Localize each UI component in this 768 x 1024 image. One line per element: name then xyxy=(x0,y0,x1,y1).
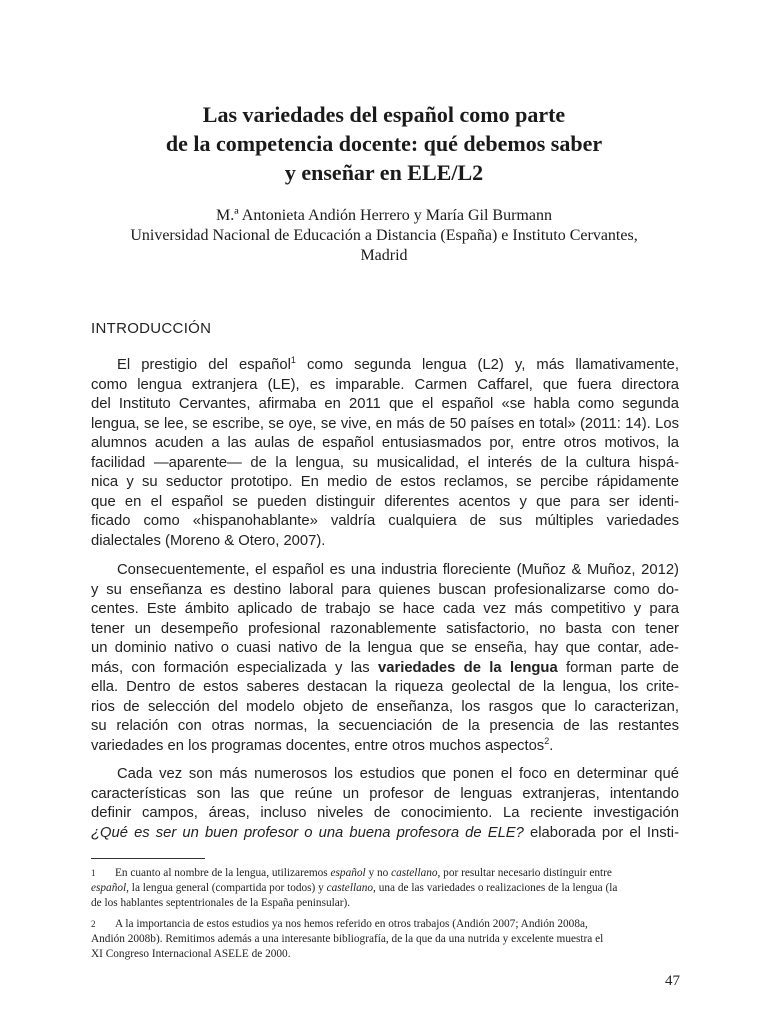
paragraph-1 xyxy=(91,356,679,551)
text-line: nica y su seductor prototipo. En medio de estos reclamos, se percibe rápidamente xyxy=(91,474,679,490)
text-line xyxy=(91,866,679,881)
footnote-number: 2 xyxy=(91,919,96,929)
text-line xyxy=(91,917,679,932)
title-line-1: Las variedades del español como parte xyxy=(202,102,566,127)
text-line: centes. Este ámbito aplicado de trabajo se hace cada vez más competitivo y para xyxy=(91,601,679,617)
text-line: características son las que reúne un profesor de lenguas extranjeras, intentando xyxy=(91,785,679,802)
italic-title: ¿Qué es ser un buen profesor o una buena profesora de ELE? xyxy=(91,824,524,841)
text-line: Cada vez son más numerosos los estudios que ponen el foco en determinar qué xyxy=(117,766,679,782)
footnote-divider xyxy=(91,858,205,859)
text-span: , la lengua general (compartida por todos) y xyxy=(126,882,327,894)
italic-term: español xyxy=(91,882,127,894)
affiliation-line-1: Universidad Nacional de Educación a Distancia (España) e Instituto Cervantes, xyxy=(130,227,638,244)
text-line: XI Congreso Internacional ASELE de 2000. xyxy=(91,948,291,960)
italic-term: castellano xyxy=(391,867,438,879)
text-line: Consecuentemente, el español es una industria floreciente (Muñoz & Muñoz, 2012) xyxy=(117,562,679,578)
paragraph-3 xyxy=(91,765,679,843)
text-line: que en el español se pueden distinguir diferentes acentos y que para ser identi- xyxy=(91,493,679,510)
text-line: de los hablantes septentrionales de la España peninsular). xyxy=(91,897,351,909)
authors: M.ª Antonieta Andión Herrero y María Gil Burmann xyxy=(216,207,552,224)
text-line: del Instituto Cervantes, afirmaba en 2011 que el español «se habla como segunda xyxy=(91,396,679,412)
bold-term: variedades de la lengua xyxy=(378,659,558,676)
text-line: rios de selección del modelo objeto de enseñanza, los rasgos que lo caracterizan, xyxy=(91,698,679,715)
text-span: El prestigio del español xyxy=(117,357,291,373)
text-line: como lengua extranjera (LE), es imparable. Carmen Caffarel, que fuera directora xyxy=(91,376,679,393)
text-span: , una de las variedades o realizaciones de la lengua (la xyxy=(373,882,618,894)
text-line: dialectales (Moreno & Otero, 2007). xyxy=(91,532,326,549)
text-line: Andión 2008b). Remitimos además a una interesante bibliografía, de la que da una nutrida y excelente muestra el xyxy=(91,933,604,945)
text-line: tener un desempeño profesional razonablemente satisfactorio, no basta con tener xyxy=(91,620,679,637)
text-line xyxy=(91,737,679,757)
article-title xyxy=(0,100,768,187)
text-line: y su enseñanza es destino laboral para quienes buscan profesionalizarse como do- xyxy=(91,581,679,598)
paragraph-2 xyxy=(91,561,679,756)
title-line-3: y enseñar en ELE/L2 xyxy=(284,160,484,185)
text-line xyxy=(91,356,679,376)
affiliation-line-2: Madrid xyxy=(360,247,408,264)
text-line: alumnos acuden a las aulas de español entusiasmados por, entre otros motivos, la xyxy=(91,435,679,451)
text-span: más, con formación especializada y las xyxy=(91,659,378,676)
footnotes xyxy=(91,866,679,968)
title-line-2: de la competencia docente: qué debemos saber xyxy=(165,131,603,156)
text-line xyxy=(91,824,679,844)
footnote-number: 1 xyxy=(91,868,96,878)
text-span: como segunda lengua (L2) y, más llamativamente, xyxy=(295,357,680,373)
text-span: A la importancia de estos estudios ya nos hemos referido en otros trabajos (Andión 2007; Andión 2008a, xyxy=(115,918,588,930)
page-number: 47 xyxy=(665,973,680,989)
text-span: forman parte de xyxy=(557,659,679,676)
section-heading: INTRODUCCIÓN xyxy=(91,320,212,337)
text-line: lengua, se lee, se escribe, se oye, se vive, en más de 50 países en total» (2011: 14). Los xyxy=(91,415,679,432)
text-span: En cuanto al nombre de la lengua, utilizaremos xyxy=(115,867,331,879)
text-line xyxy=(91,881,679,896)
text-line xyxy=(91,659,679,679)
footnote-ref-1: 1 xyxy=(290,355,296,366)
text-line: ella. Dentro de estos saberes destacan la riqueza geolectal de la lengua, los crite- xyxy=(91,679,679,695)
italic-term: español xyxy=(330,867,366,879)
text-span: , por resultar necesario distinguir entre xyxy=(437,867,612,879)
author-block xyxy=(0,206,768,266)
text-span: elaborada por el Insti- xyxy=(523,824,679,841)
text-line: ficado como «hispanohablante» valdría cualquiera de sus múltiples variedades xyxy=(91,513,679,529)
text-span: . xyxy=(549,737,554,754)
text-span: variedades en los programas docentes, entre otros muchos aspectos xyxy=(91,737,545,754)
text-line: definir campos, áreas, incluso niveles de conocimiento. La reciente investigación xyxy=(91,805,679,821)
italic-term: castellano xyxy=(326,882,374,894)
footnote-1 xyxy=(91,866,679,911)
footnote-ref-2: 2 xyxy=(544,735,550,746)
text-line: su relación con otras normas, la secuenciación de la presencia de las restantes xyxy=(91,718,679,734)
text-line: un dominio nativo o cuasi nativo de la lengua que se enseña, hay que contar, ade- xyxy=(91,640,679,656)
text-span: y no xyxy=(365,867,392,879)
text-line: facilidad —aparente— de la lengua, su musicalidad, el interés de la cultura hispá- xyxy=(91,454,679,471)
footnote-2 xyxy=(91,917,679,962)
